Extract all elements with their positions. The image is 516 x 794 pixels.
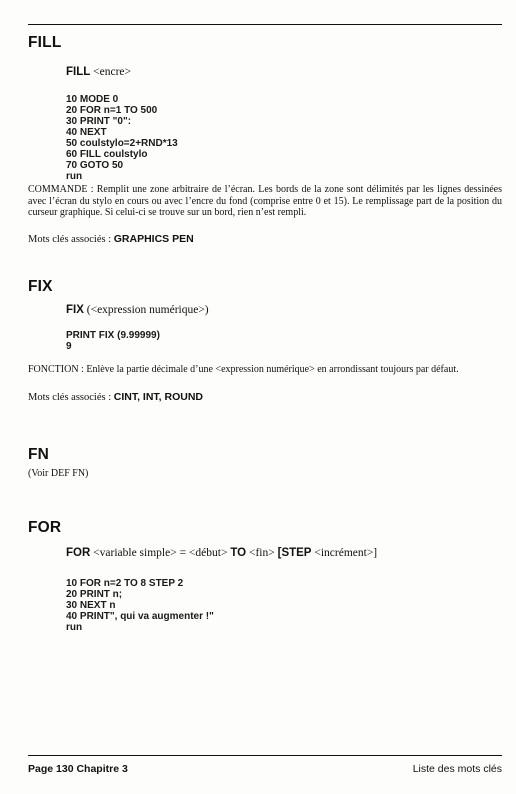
syntax-line-fix (66, 304, 209, 316)
syntax-line-fill (66, 66, 131, 78)
assoc-label: Mots clés associés : (28, 392, 112, 403)
bottom-rule (28, 755, 502, 756)
syntax-args: <encre> (93, 66, 132, 78)
syntax-variable-start: <variable simple> = <début> (93, 547, 228, 559)
footer-section-title: Liste des mots clés (412, 763, 502, 775)
syntax-keyword: FIX (66, 304, 84, 316)
syntax-line-for (66, 547, 377, 559)
syntax-increment: <incrément>] (314, 547, 378, 559)
syntax-end: <fin> (248, 547, 275, 559)
associated-keywords-fix (28, 391, 203, 403)
see-also-fn: (Voir DEF FN) (28, 468, 89, 479)
associated-keywords-fill (28, 233, 194, 245)
syntax-to-keyword: TO (230, 547, 247, 559)
syntax-keyword: FOR (66, 547, 91, 559)
keyword-heading-fill: FILL (28, 34, 62, 51)
assoc-label: Mots clés associés : (28, 234, 112, 245)
syntax-keyword: FILL (66, 66, 91, 78)
footer-page-label: Page 130 Chapitre 3 (28, 763, 128, 775)
syntax-step-keyword: [STEP (277, 547, 312, 559)
code-example-fix: PRINT FIX (9.99999) 9 (66, 330, 160, 352)
keyword-heading-fn: FN (28, 446, 50, 463)
assoc-values: CINT, INT, ROUND (113, 391, 203, 403)
keyword-heading-fix: FIX (28, 278, 53, 295)
description-fix: FONCTION : Enlève la partie décimale d’une <expression numérique> en arrondissant toujours par défaut. (28, 364, 459, 375)
top-rule (28, 24, 502, 25)
code-example-for: 10 FOR n=2 TO 8 STEP 2 20 PRINT n; 30 NEXT n 40 PRINT", qui va augmenter !" run (66, 578, 214, 633)
syntax-args: (<expression numérique>) (86, 304, 209, 316)
assoc-values: GRAPHICS PEN (113, 233, 194, 245)
keyword-heading-for: FOR (28, 519, 62, 536)
code-example-fill: 10 MODE 0 20 FOR n=1 TO 500 30 PRINT "0": 40 NEXT 50 coulstylo=2+RND*13 60 FILL coulstylo 70 GOTO 50 run (66, 94, 178, 182)
description-fill: COMMANDE : Remplit une zone arbitraire de l’écran. Les bords de la zone sont délimités par les lignes dessinées avec l’écran du stylo en cours ou avec l’encre du fond (comprise entre 0 et 15). Le remplissage part de la position du curseur graphique. Si celui-ci se trouve sur un bord, rien n’est rempli. (28, 184, 502, 218)
